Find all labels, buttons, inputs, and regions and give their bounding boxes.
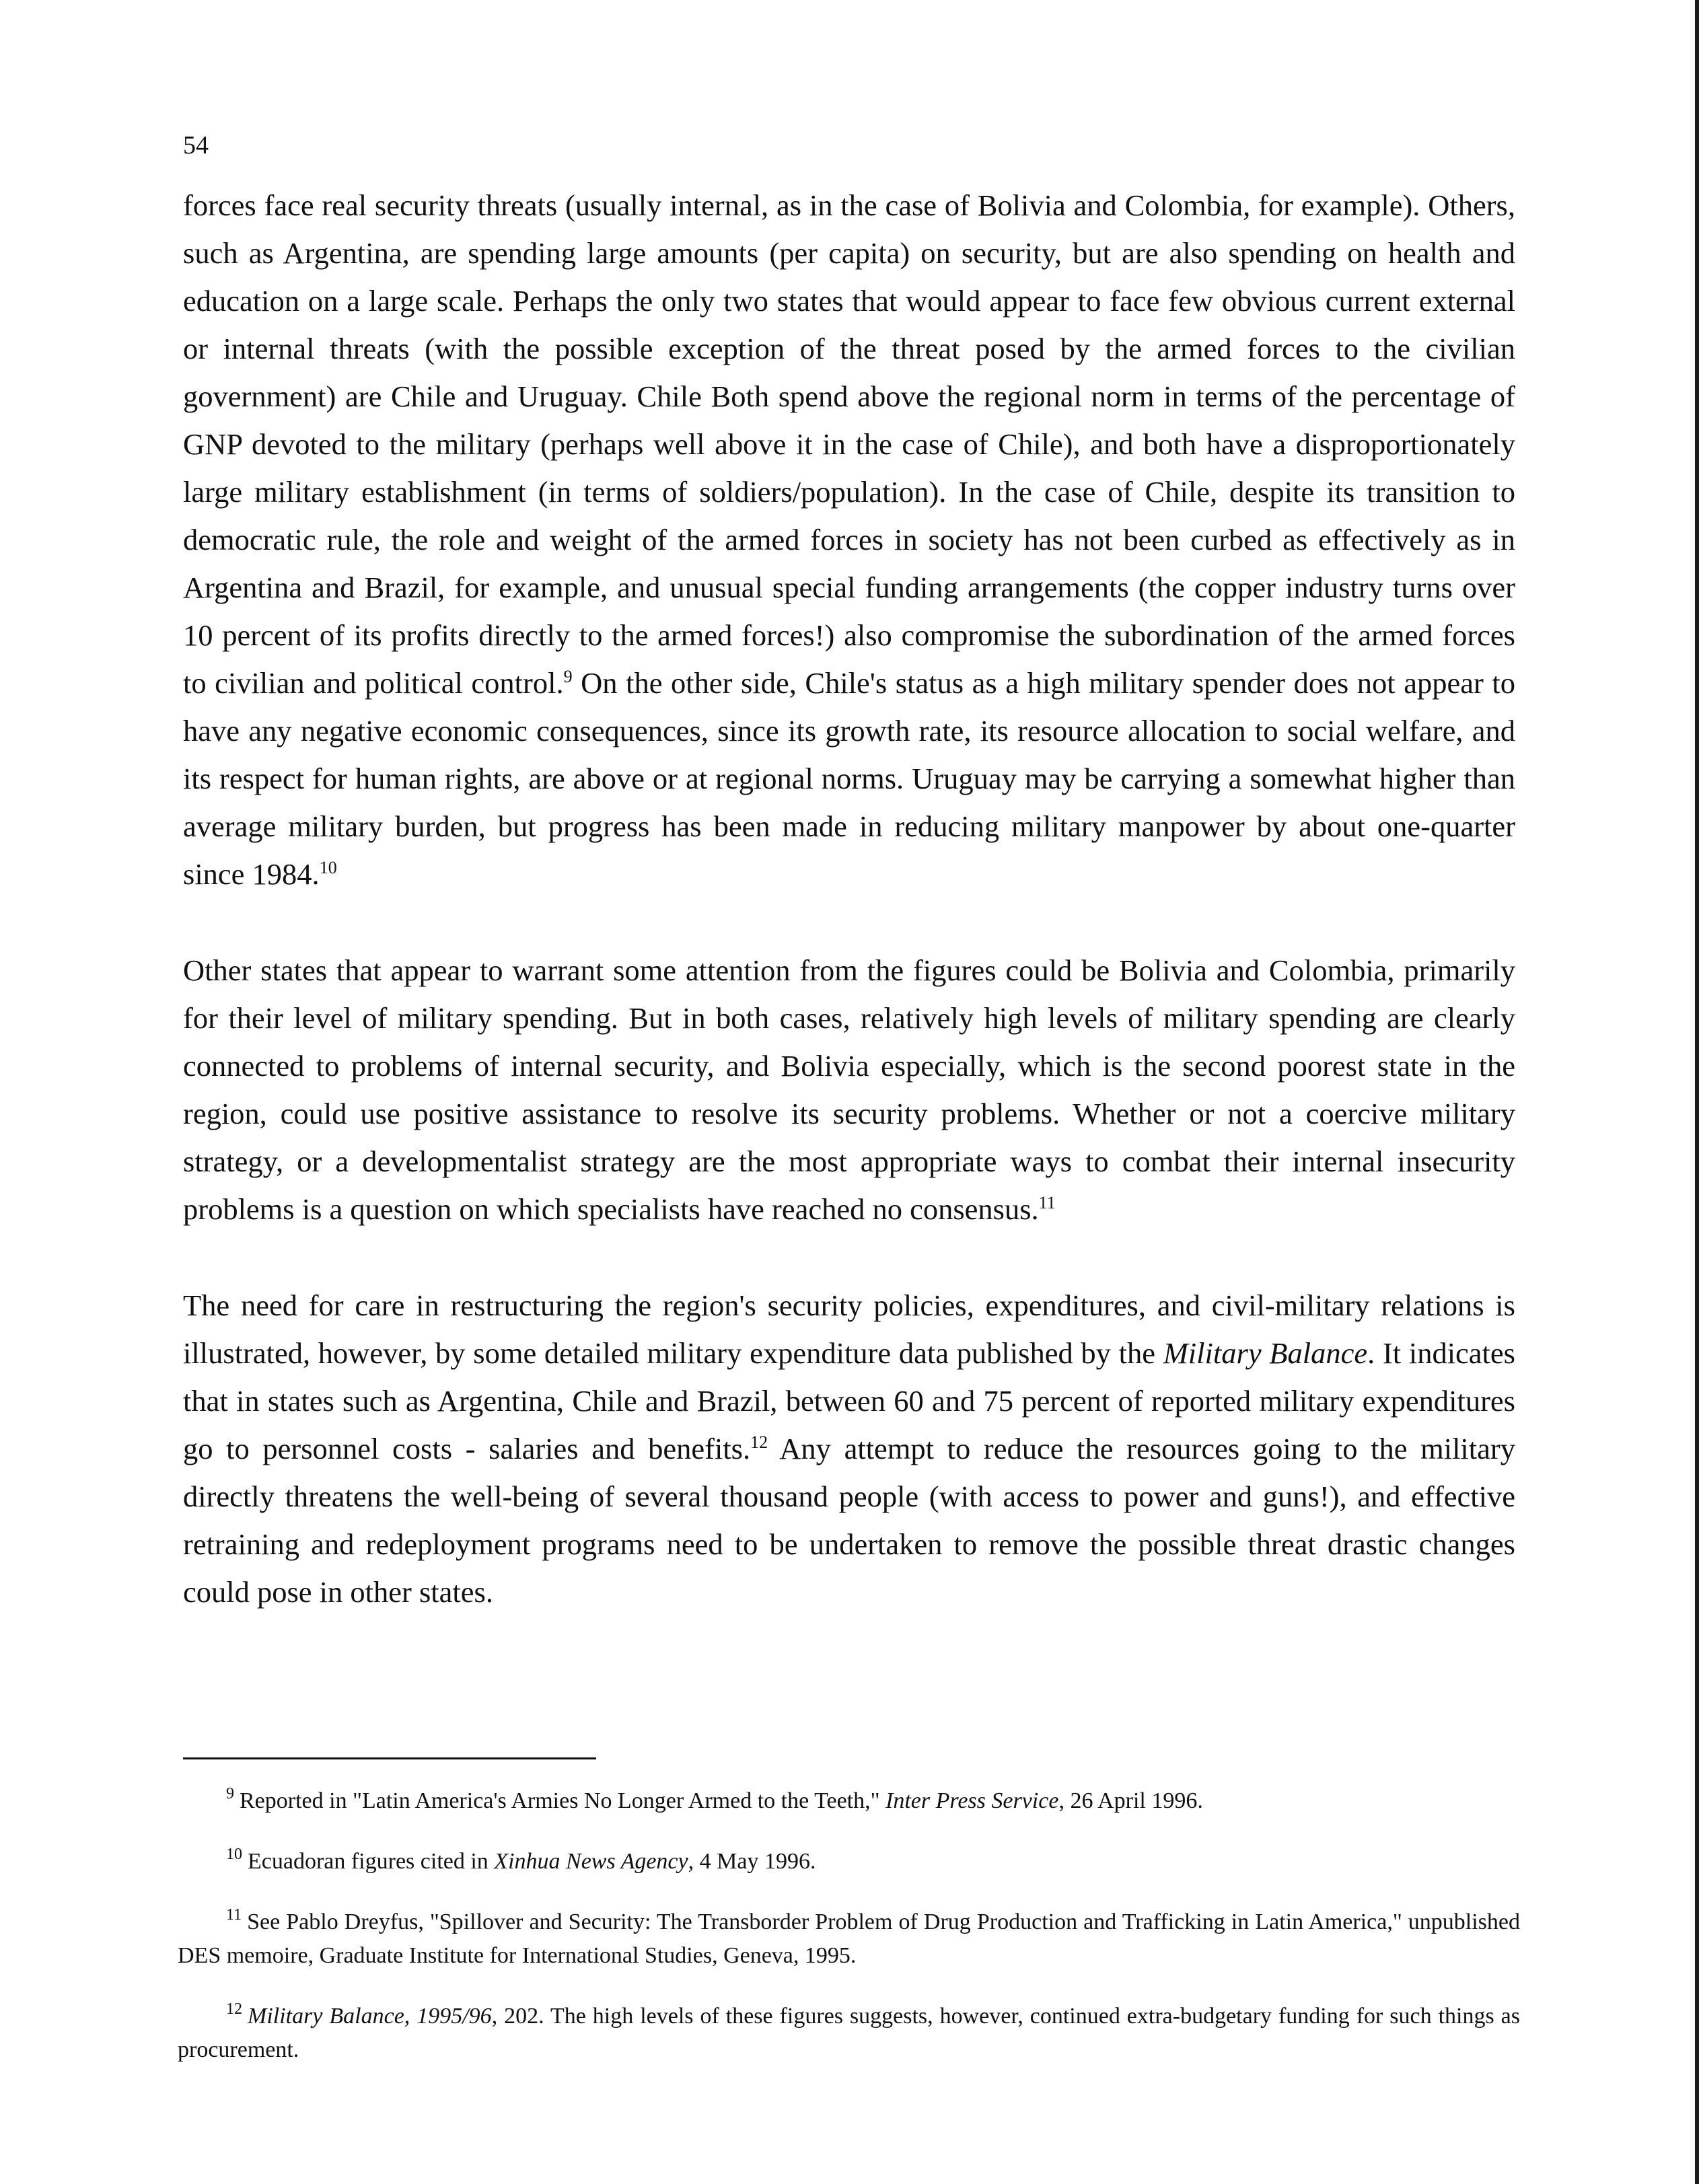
paragraph: [183, 1282, 1515, 1616]
scan-edge: [1695, 0, 1699, 2184]
page-number: 54: [183, 131, 209, 159]
text-run: , 26 April 1996.: [1058, 1788, 1203, 1813]
text-run: The need for care in restructuring the region's security policies, expenditures, and civil-military relations is illustrated, however, by some detailed military expenditure data published by the: [183, 1288, 1515, 1370]
text-run: See Pablo Dreyfus, "Spillover and Security: The Transborder Problem of Drug Production and Trafficking in Latin America," unpublished DES memoire, Graduate Institute for International Studies, Geneva, 1995.: [178, 1909, 1520, 1968]
paragraph: [183, 182, 1515, 898]
footnote-reference: 11: [1038, 1193, 1056, 1212]
text-run: Reported in "Latin America's Armies No Longer Armed to the Teeth,": [240, 1788, 885, 1813]
footnote-number: 11: [226, 1906, 242, 1924]
text-run: forces face real security threats (usually internal, as in the case of Bolivia and Colombia, for example). Others, such as Argentina, are spending large amounts (per capita) on security, but are also spending on health and education on a large scale. Perhaps the only two states that would appear to face few obvious current external or internal threats (with the possible exception of the threat posed by the armed forces to the civilian government) are Chile and Uruguay. Chile Both spend above the regional norm in terms of the percentage of GNP devoted to the military (perhaps well above it in the case of Chile), and both have a disproportionately large military establishment (in terms of soldiers/population). In the case of Chile, despite its transition to democratic rule, the role and weight of the armed forces in society has not been curbed as effectively as in Argentina and Brazil, for example, and unusual special funding arrangements (the copper industry turns over 10 percent of its profits directly to the armed forces!) also compromise the subordination of the armed forces to civilian and political control.: [183, 188, 1515, 700]
footnote-text: [248, 1849, 816, 1874]
footnote-number: 9: [226, 1785, 234, 1803]
footnote-rule: [183, 1757, 596, 1759]
body-text: [183, 182, 1515, 1665]
footnote-reference: 12: [750, 1432, 768, 1452]
footnote: [178, 1845, 1520, 1879]
paragraph: [183, 947, 1515, 1233]
footnote-number: 10: [226, 1846, 242, 1863]
text-run: , 202. The high levels of these figures suggests, however, continued extra-budgetary funding for such things as procurement.: [178, 2004, 1520, 2062]
footnote-reference: 9: [563, 667, 573, 686]
footnote: [178, 2000, 1520, 2067]
italic-title: Inter Press Service: [885, 1788, 1059, 1813]
text-run: On the other side, Chile's status as a high military spender does not appear to have any negative economic consequences, since its growth rate, its resource allocation to social welfare, and its respect for human rights, are above or at regional norms. Uruguay may be carrying a somewhat higher than average military burden, but progress has been made in reducing military manpower by about one-quarter since 1984.: [183, 666, 1515, 891]
text-run: , 4 May 1996.: [688, 1849, 816, 1874]
text-run: Other states that appear to warrant some attention from the figures could be Bolivia and Colombia, primarily for their level of military spending. But in both cases, relatively high levels of military spending are clearly connected to problems of internal security, and Bolivia especially, which is the second poorest state in the region, could use positive assistance to resolve its security problems. Whether or not a coercive military strategy, or a developmentalist strategy are the most appropriate ways to combat their internal insecurity problems is a question on which specialists have reached no consensus.: [183, 953, 1515, 1226]
footnote-number: 12: [226, 2000, 242, 2018]
text-run: . It indicates that in states such as Argentina, Chile and Brazil, between 60 and 75 percent of reported military expenditures go to personnel costs - salaries and benefits.: [183, 1336, 1515, 1465]
footnote: [178, 1784, 1520, 1818]
text-run: Any attempt to reduce the resources going to the military directly threatens the well-being of several thousand people (with access to power and guns!), and effective retraining and redeployment programs need to be undertaken to remove the possible threat drastic changes could pose in other states.: [183, 1432, 1515, 1609]
italic-title: Military Balance, 1995/96: [248, 2004, 492, 2029]
footnote: [178, 1905, 1520, 1973]
italic-title: Xinhua News Agency: [494, 1849, 688, 1874]
footnote-text: [178, 2004, 1520, 2062]
footnote-text: [178, 1909, 1520, 1968]
italic-title: Military Balance: [1163, 1336, 1368, 1370]
text-run: Ecuadoran figures cited in: [248, 1849, 495, 1874]
footnote-text: [240, 1788, 1203, 1813]
footnote-reference: 10: [319, 858, 337, 877]
footnotes: [178, 1784, 1520, 2094]
